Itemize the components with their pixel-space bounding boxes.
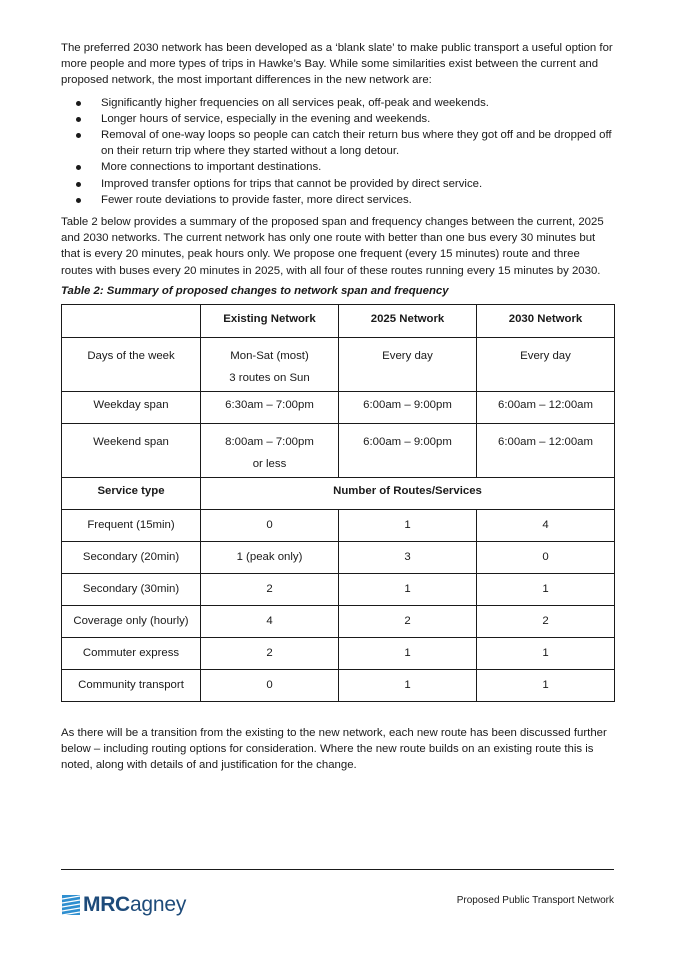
table-header-cell: 2030 Network xyxy=(477,304,615,337)
table-header-cell: Existing Network xyxy=(201,304,339,337)
table-row xyxy=(62,573,615,605)
table-cell: 0 xyxy=(201,669,339,701)
logo-wordmark-light: agney xyxy=(129,893,187,916)
table-header-cell xyxy=(62,304,201,337)
table-cell: 6:30am – 7:00pm xyxy=(201,391,339,423)
mrcagney-logo-icon xyxy=(62,895,80,915)
footer-divider xyxy=(61,869,614,870)
table-cell: 0 xyxy=(477,541,615,573)
table-cell: 1 xyxy=(339,573,477,605)
table-header-cell: Service type xyxy=(62,477,201,509)
table-row xyxy=(62,337,615,391)
table-cell: Mon-Sat (most) 3 routes on Sun xyxy=(201,337,339,391)
list-item: Fewer route deviations to provide faster, more direct services. xyxy=(61,192,614,208)
intro-paragraph: The preferred 2030 network has been developed as a ‘blank slate’ to make public transport a useful option for more people and more types of trips in Hawke’s Bay. While some similarities exist between the current and proposed network, the most important differences in the new network are: xyxy=(61,42,613,87)
table-cell: 6:00am – 9:00pm xyxy=(339,423,477,477)
table-row xyxy=(62,541,615,573)
service-header-row xyxy=(62,477,615,509)
table-row xyxy=(62,637,615,669)
table-row xyxy=(62,669,615,701)
table-cell: 6:00am – 9:00pm xyxy=(339,391,477,423)
table-row xyxy=(62,509,615,541)
list-item: Removal of one-way loops so people can catch their return bus where they got off and be dropped off on their return trip where they started without a long detour. xyxy=(61,127,614,159)
table-cell: 2 xyxy=(339,605,477,637)
table-row xyxy=(62,423,615,477)
row-label: Weekday span xyxy=(62,391,201,423)
row-label: Commuter express xyxy=(62,637,201,669)
row-label: Coverage only (hourly) xyxy=(62,605,201,637)
list-item: Longer hours of service, especially in the evening and weekends. xyxy=(61,111,614,127)
table-cell: 1 xyxy=(477,669,615,701)
company-logo xyxy=(62,890,186,920)
footer-document-title: Proposed Public Transport Network xyxy=(456,895,614,906)
table-row xyxy=(62,605,615,637)
row-label: Secondary (20min) xyxy=(62,541,201,573)
table-cell: 1 xyxy=(339,637,477,669)
row-label: Community transport xyxy=(62,669,201,701)
table-cell: 2 xyxy=(201,573,339,605)
table-row xyxy=(62,391,615,423)
table-cell: Every day xyxy=(477,337,615,391)
row-label: Days of the week xyxy=(62,337,201,391)
summary-table xyxy=(61,304,615,702)
table-cell: 6:00am – 12:00am xyxy=(477,423,615,477)
logo-wordmark-bold: MRC xyxy=(83,893,130,916)
table-cell: 2 xyxy=(201,637,339,669)
table-cell: 2 xyxy=(477,605,615,637)
table-cell: 3 xyxy=(339,541,477,573)
table-header-cell: Number of Routes/Services xyxy=(201,477,615,509)
table-header-cell: 2025 Network xyxy=(339,304,477,337)
table-cell: 1 (peak only) xyxy=(201,541,339,573)
table-cell: 1 xyxy=(339,669,477,701)
document-page xyxy=(61,40,614,773)
list-item: Improved transfer options for trips that cannot be provided by direct service. xyxy=(61,176,614,192)
row-label: Frequent (15min) xyxy=(62,509,201,541)
summary-paragraph: Table 2 below provides a summary of the proposed span and frequency changes between the current, 2025 and 2030 networks. The current network has only one route with better than one bus every 30 minutes but that is every 20 minutes, peak hours only. We propose one frequent (every 15 minutes) route and three routes with buses every 20 minutes in 2025, with all four of these routes running every 15 minutes by 2030. xyxy=(61,216,604,277)
table-cell: 0 xyxy=(201,509,339,541)
table-cell: Every day xyxy=(339,337,477,391)
table-cell: 1 xyxy=(339,509,477,541)
row-label: Secondary (30min) xyxy=(62,573,201,605)
table-header-row xyxy=(62,304,615,337)
table-cell: 6:00am – 12:00am xyxy=(477,391,615,423)
table-cell: 8:00am – 7:00pm or less xyxy=(201,423,339,477)
differences-list xyxy=(61,95,614,208)
row-label: Weekend span xyxy=(62,423,201,477)
table-cell: 1 xyxy=(477,573,615,605)
table-cell: 4 xyxy=(477,509,615,541)
table-cell: 1 xyxy=(477,637,615,669)
closing-paragraph: As there will be a transition from the existing to the new network, each new route has been discussed further below – including routing options for consideration. Where the new route builds on an existing route this is noted, along with details of and justification for the change. xyxy=(61,726,607,772)
table-cell: 4 xyxy=(201,605,339,637)
table-caption: Table 2: Summary of proposed changes to network span and frequency xyxy=(61,284,449,297)
list-item: More connections to important destinations. xyxy=(61,159,614,175)
list-item: Significantly higher frequencies on all services peak, off-peak and weekends. xyxy=(61,95,614,111)
